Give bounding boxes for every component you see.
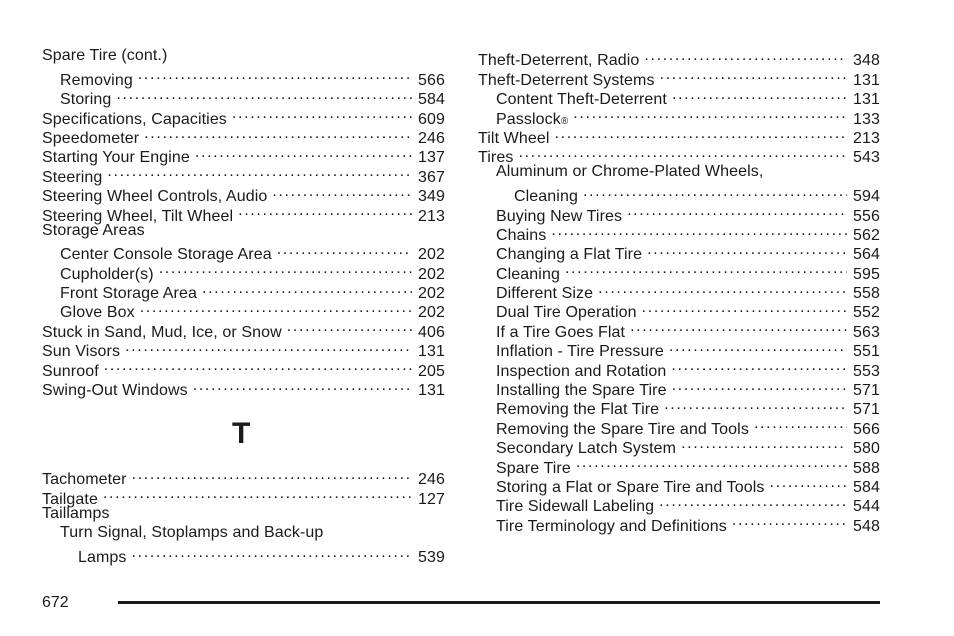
index-entry-text: If a Tire Goes Flat <box>496 323 626 341</box>
index-entry-text: Tire Sidewall Labeling <box>496 498 655 516</box>
index-entry-text: Steering <box>42 168 103 186</box>
index-entry-page: 213 <box>853 129 880 147</box>
index-entry-page: 131 <box>853 91 880 109</box>
dot-leader <box>132 543 412 562</box>
dot-leader <box>555 124 847 143</box>
index-entry-page: 551 <box>853 343 880 361</box>
index-entry-text: Cleaning <box>514 188 578 206</box>
index-entry-text: Taillamps <box>42 504 110 522</box>
index-entry-page: 406 <box>418 323 445 341</box>
index-entry-text: Dual Tire Operation <box>496 304 637 322</box>
index-entry-text: Starting Your Engine <box>42 149 190 167</box>
index-entry-page: 558 <box>853 285 880 303</box>
index-entry <box>42 543 445 566</box>
index-entry-page: 348 <box>853 52 880 70</box>
index-entry-page: 584 <box>418 91 445 109</box>
section-letter-heading: T <box>232 417 251 451</box>
index-entry <box>42 376 445 400</box>
dot-leader <box>647 240 847 259</box>
index-entry-text: Buying New Tires <box>496 207 623 225</box>
index-entry-text: Turn Signal, Stoplamps and Back-up <box>60 524 324 542</box>
index-entry-page: 594 <box>853 188 880 206</box>
index-entry <box>42 504 445 523</box>
index-entry-page: 553 <box>853 362 880 380</box>
index-entry-page: 580 <box>853 440 880 458</box>
index-entry-page: 562 <box>853 226 880 244</box>
index-entry-text: Specifications, Capacities <box>42 110 227 128</box>
index-entry-page: 367 <box>418 168 445 186</box>
dot-leader <box>672 376 847 395</box>
index-section-s <box>42 46 445 400</box>
dot-leader <box>671 356 847 375</box>
index-entry-text: Front Storage Area <box>60 285 197 303</box>
dot-leader <box>104 356 412 375</box>
index-entry-text: Cleaning <box>496 265 560 283</box>
index-entry-page: 566 <box>853 420 880 438</box>
dot-leader <box>193 376 412 395</box>
footer-rule <box>118 601 880 604</box>
dot-leader <box>576 453 847 472</box>
dot-leader <box>132 465 412 484</box>
index-entry-text: Lamps <box>78 548 127 566</box>
dot-leader <box>551 221 847 240</box>
index-entry-page: 609 <box>418 110 445 128</box>
index-entry-text: Spare Tire (cont.) <box>42 47 168 64</box>
dot-leader <box>770 473 847 492</box>
index-entry-text: Tachometer <box>42 471 127 489</box>
dot-leader <box>627 201 847 220</box>
index-entry-page: 131 <box>418 382 445 400</box>
index-entry-text: Cupholder(s) <box>60 265 154 283</box>
index-entry-text: Tires <box>478 149 514 167</box>
index-entry-text: Storing a Flat or Spare Tire and Tools <box>496 478 765 496</box>
dot-leader <box>272 182 412 201</box>
index-entry-text: Different Size <box>496 285 594 303</box>
index-entry <box>478 182 880 206</box>
dot-leader <box>598 279 847 298</box>
index-entry <box>42 221 445 240</box>
dot-leader <box>672 85 847 104</box>
page-number: 672 <box>42 594 69 611</box>
index-entry-text: Glove Box <box>60 304 135 322</box>
index-entry-text: Sunroof <box>42 362 99 380</box>
index-entry-text: Theft-Deterrent, Radio <box>478 52 640 70</box>
index-entry-page: 539 <box>418 548 445 566</box>
index-entry <box>478 162 880 181</box>
index-entry-text: Content Theft-Deterrent <box>496 91 667 109</box>
index-entry-page: 202 <box>418 285 445 303</box>
index-entry-page: 564 <box>853 246 880 264</box>
index-entry-text: Secondary Latch System <box>496 440 677 458</box>
dot-leader <box>195 143 412 162</box>
index-entry-page: 566 <box>418 71 445 89</box>
index-entry-page: 205 <box>418 362 445 380</box>
index-entry-page: 137 <box>418 149 445 167</box>
index-column-left <box>42 46 445 566</box>
index-entry-page: 563 <box>853 323 880 341</box>
dot-leader <box>659 492 847 511</box>
index-entry-page: 588 <box>853 459 880 477</box>
dot-leader <box>573 104 847 123</box>
index-entry-page: 133 <box>853 110 880 128</box>
index-entry-text: Steering Wheel Controls, Audio <box>42 188 268 206</box>
index-entry-text: Inflation - Tire Pressure <box>496 343 664 361</box>
index-entry <box>42 65 445 89</box>
dot-leader <box>732 511 847 530</box>
index-entry-page: 202 <box>418 265 445 283</box>
dot-leader <box>583 182 847 201</box>
index-entry-text: Storage Areas <box>42 221 145 239</box>
dot-leader <box>107 162 412 181</box>
index-entry-page: 246 <box>418 129 445 147</box>
dot-leader <box>754 414 847 433</box>
index-entry-text: Swing-Out Windows <box>42 382 188 400</box>
index-entry-page: 548 <box>853 517 880 535</box>
dot-leader <box>116 85 412 104</box>
dot-leader <box>277 240 412 259</box>
index-entry-text: Inspection and Rotation <box>496 362 667 380</box>
dot-leader <box>664 395 847 414</box>
index-entry-text: Sun Visors <box>42 343 121 361</box>
dot-leader <box>202 279 412 298</box>
index-entry <box>42 46 445 65</box>
dot-leader <box>144 124 412 143</box>
dot-leader <box>518 143 847 162</box>
dot-leader <box>644 46 847 65</box>
index-entry-page: 571 <box>853 382 880 400</box>
index-section-t-continued <box>478 46 880 535</box>
index-entry-page: 213 <box>418 207 445 225</box>
index-entry <box>42 484 445 508</box>
dot-leader <box>103 484 412 503</box>
dot-leader <box>660 65 847 84</box>
index-entry-text: Tire Terminology and Definitions <box>496 517 727 535</box>
dot-leader <box>140 298 412 317</box>
index-column-right <box>478 46 880 535</box>
index-entry-text: Removing the Spare Tire and Tools <box>496 420 749 438</box>
index-entry-page: 571 <box>853 401 880 419</box>
index-entry-page: 543 <box>853 149 880 167</box>
index-entry-page: 544 <box>853 498 880 516</box>
index-entry <box>42 182 445 206</box>
dot-leader <box>642 298 847 317</box>
index-entry-text: Chains <box>496 226 547 244</box>
index-entry-text: Tailgate <box>42 490 98 508</box>
index-entry-page: 127 <box>418 490 445 508</box>
index-entry <box>478 46 880 70</box>
dot-leader <box>287 317 412 336</box>
index-entry <box>42 240 445 264</box>
dot-leader <box>681 434 847 453</box>
index-entry-page: 584 <box>853 478 880 496</box>
index-entry-text: Removing <box>60 71 133 89</box>
dot-leader <box>125 337 412 356</box>
index-entry-text: Aluminum or Chrome-Plated Wheels, <box>496 163 764 181</box>
index-entry-text: Center Console Storage Area <box>60 246 272 264</box>
index-entry-text: Theft-Deterrent Systems <box>478 71 655 89</box>
index-entry-page: 246 <box>418 471 445 489</box>
index-entry-page: 131 <box>853 71 880 89</box>
index-entry <box>42 523 445 542</box>
index-entry-text: Passlock <box>496 110 561 128</box>
index-section-t <box>42 465 445 566</box>
index-entry <box>42 465 445 489</box>
index-entry-text: Spare Tire <box>496 459 571 477</box>
index-entry-text: Removing the Flat Tire <box>496 401 660 419</box>
dot-leader <box>565 259 847 278</box>
index-entry-text: Steering Wheel, Tilt Wheel <box>42 207 234 225</box>
dot-leader <box>159 259 412 278</box>
index-entry-page: 202 <box>418 304 445 322</box>
dot-leader <box>232 104 412 123</box>
index-entry-page: 556 <box>853 207 880 225</box>
dot-leader <box>138 65 412 84</box>
index-entry-page: 595 <box>853 265 880 283</box>
index-entry-text: Stuck in Sand, Mud, Ice, or Snow <box>42 323 282 341</box>
index-entry-page: 349 <box>418 188 445 206</box>
index-entry <box>478 143 880 167</box>
index-entry: Passlock ® . . . 133 <box>478 104 880 123</box>
dot-leader <box>669 337 847 356</box>
dot-leader <box>238 201 412 220</box>
index-entry-text: Storing <box>60 91 112 109</box>
index-entry-text: Speedometer <box>42 129 140 147</box>
index-entry-page: 202 <box>418 246 445 264</box>
index-entry-page: 552 <box>853 304 880 322</box>
index-entry-text: Changing a Flat Tire <box>496 246 643 264</box>
dot-leader <box>630 317 847 336</box>
index-entry-text: Installing the Spare Tire <box>496 382 667 400</box>
index-entry-page: 131 <box>418 343 445 361</box>
index-entry-text: Tilt Wheel <box>478 129 550 147</box>
